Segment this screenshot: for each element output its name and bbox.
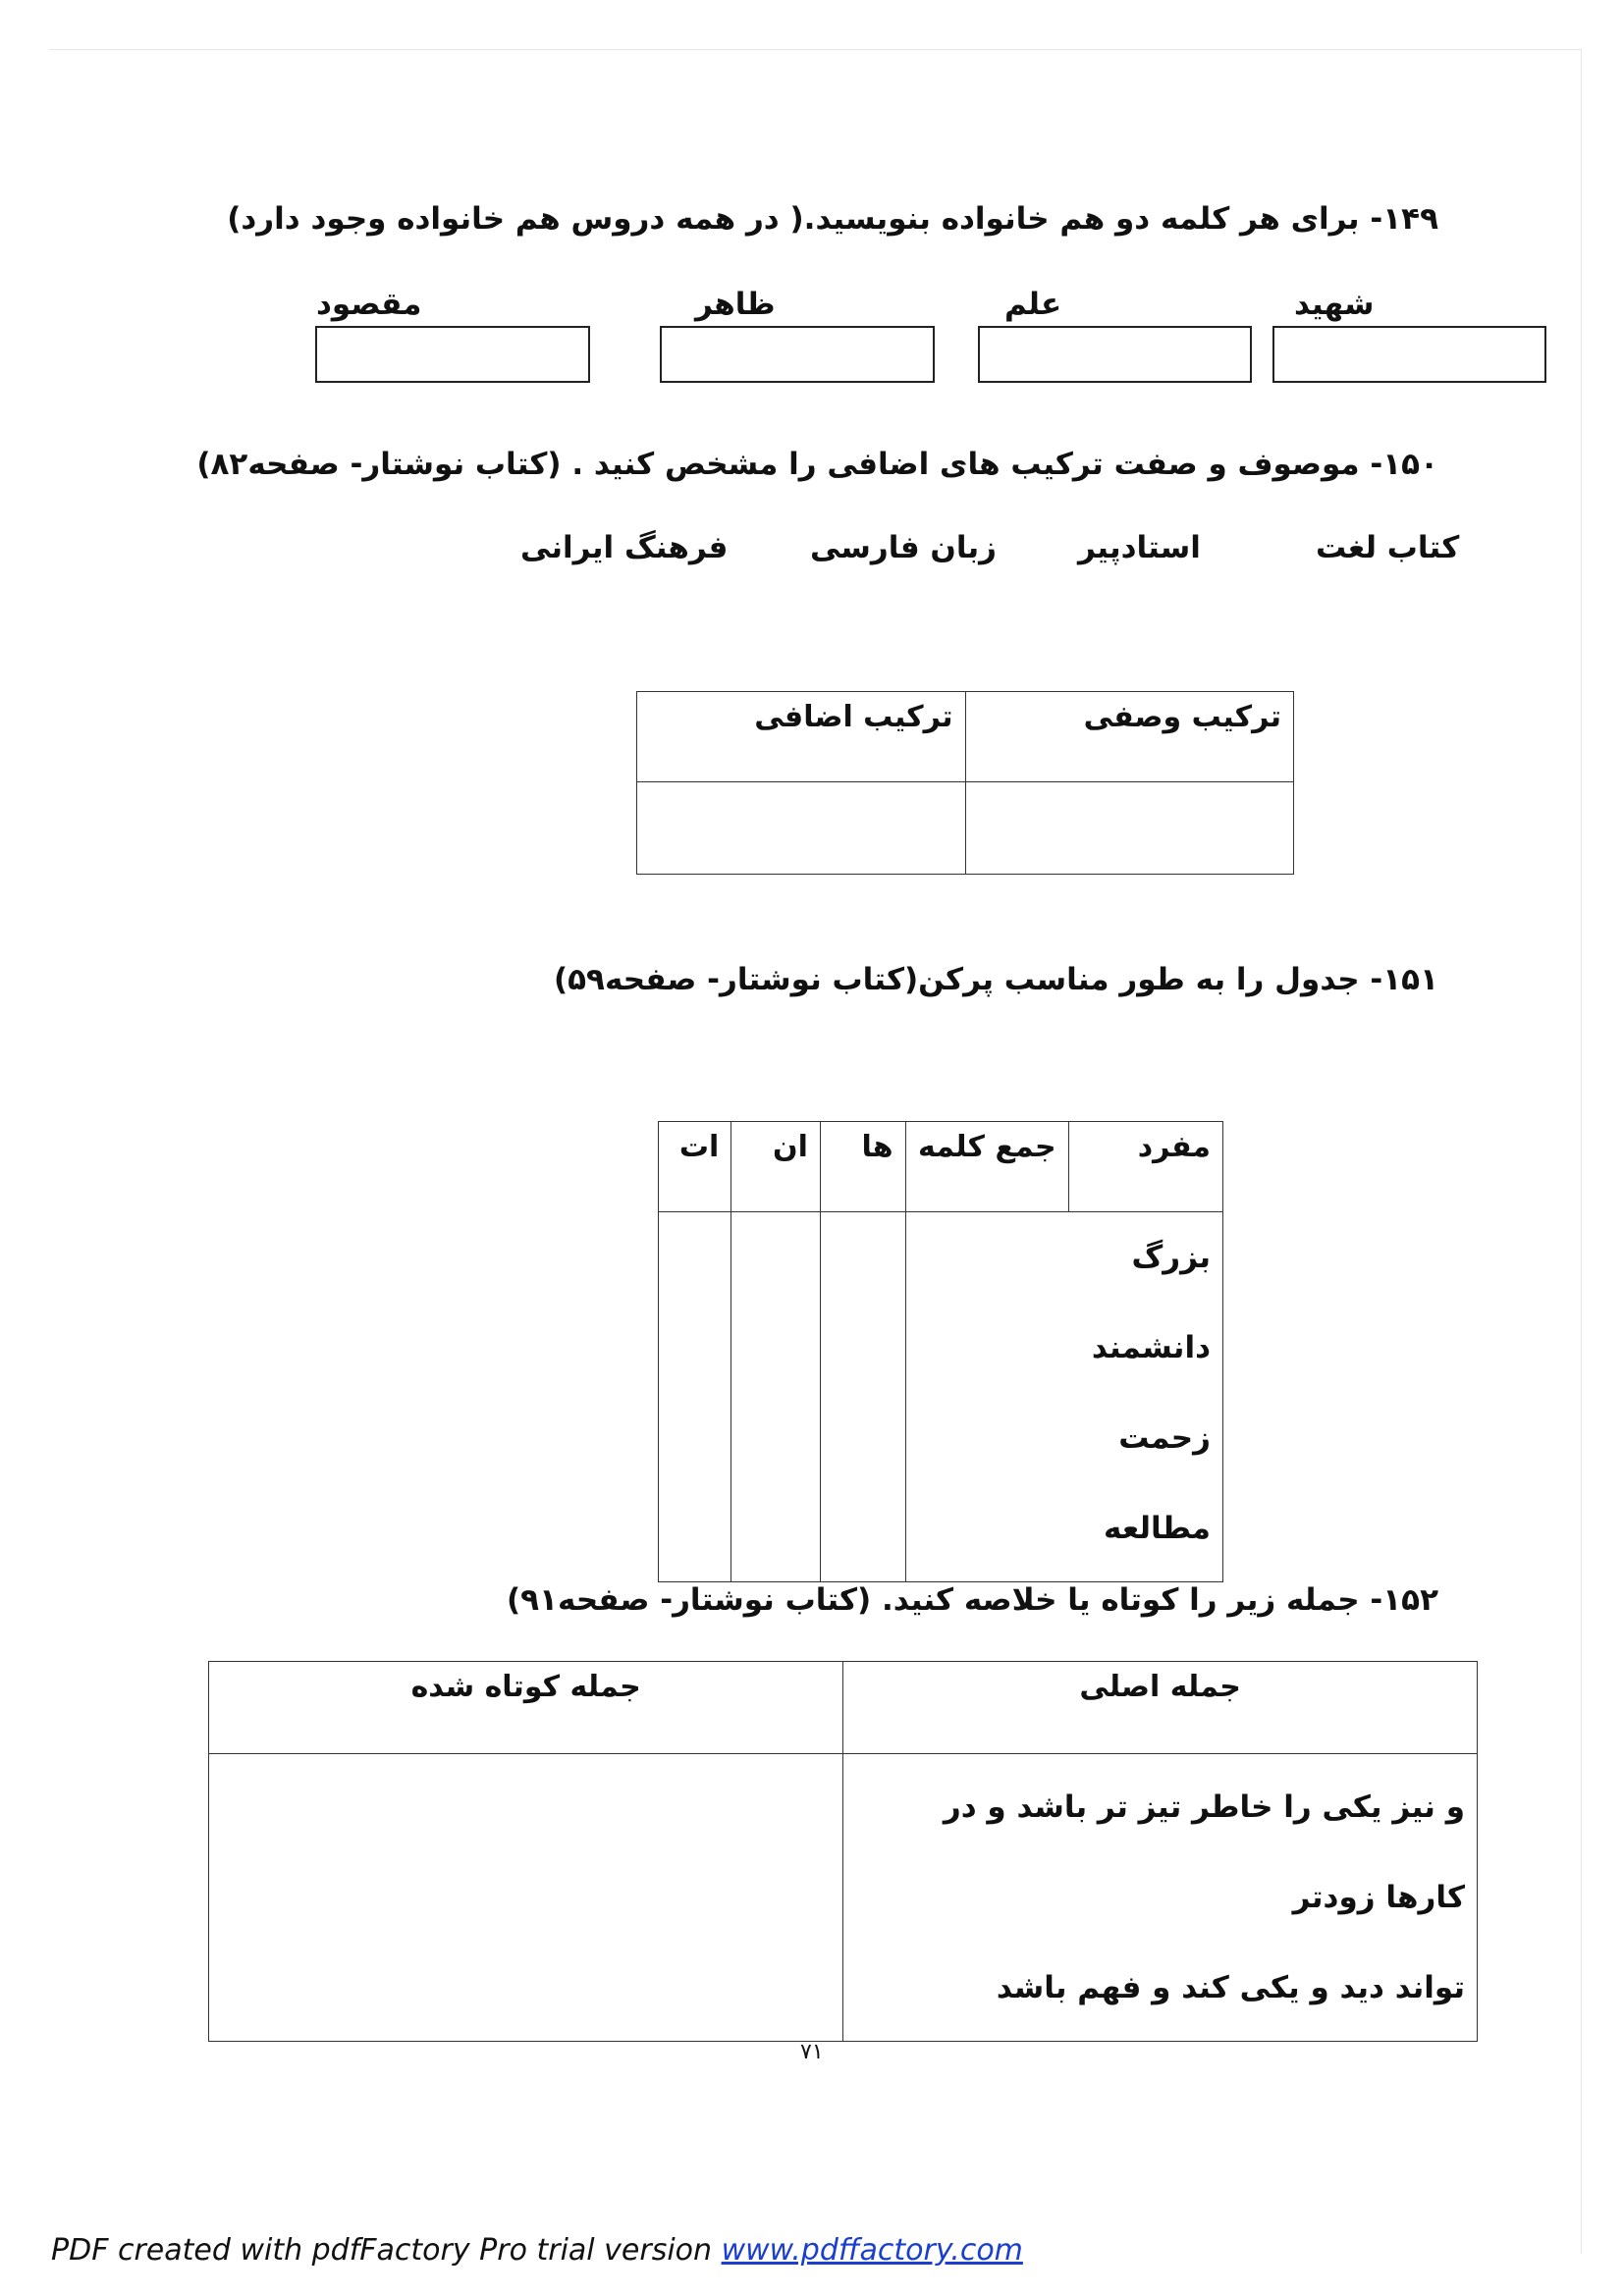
footer-text: PDF created with pdfFactory Pro trial version	[51, 2233, 722, 2268]
phrase: استادپیر	[1078, 530, 1201, 565]
list-item: بزرگ	[1131, 1240, 1211, 1275]
phrase: فرهنگ ایرانی	[520, 530, 729, 565]
list-item: زحمت	[1118, 1420, 1211, 1456]
q150-title: ۱۵۰- موصوف و صفت ترکیب های اضافی را مشخص کنید . (کتاب نوشتار- صفحه۸۲)	[196, 447, 1438, 482]
table-header: ان	[731, 1122, 821, 1212]
q152-table	[208, 1661, 1478, 2042]
q151-table	[658, 1121, 1223, 1582]
footer	[51, 2233, 1023, 2268]
footer-link[interactable]: www.pdffactory.com	[721, 2233, 1023, 2268]
phrase: زبان فارسی	[810, 530, 998, 565]
table-header: ترکیب وصفی	[965, 692, 1293, 782]
table-header: ها	[820, 1122, 905, 1212]
word-label: مقصود	[316, 287, 422, 322]
word-label: ظاهر	[695, 287, 776, 322]
answer-cell[interactable]	[209, 1754, 843, 2042]
q150-table	[636, 691, 1294, 875]
phrase: کتاب لغت	[1316, 530, 1460, 565]
answer-cell[interactable]	[965, 782, 1293, 875]
table-header: مفرد	[1068, 1122, 1222, 1212]
list-item: مطالعه	[1104, 1511, 1211, 1546]
table-header: جمع کلمه	[905, 1122, 1068, 1212]
word-list-cell	[905, 1212, 1222, 1582]
answer-box[interactable]	[978, 326, 1252, 383]
answer-cell[interactable]	[659, 1212, 731, 1582]
table-header: ات	[659, 1122, 731, 1212]
q151-title: ۱۵۱- جدول را به طور مناسب پرکن(کتاب نوشتار- صفحه۵۹)	[553, 962, 1438, 997]
answer-box[interactable]	[1272, 326, 1546, 383]
page-number: ۷۱	[800, 2040, 824, 2064]
sentence-line: و نیز یکی را خاطر تیز تر باشد و در کارها زودتر	[943, 1789, 1465, 1915]
q149-title: ۱۴۹- برای هر کلمه دو هم خانواده بنویسید.( در همه دروس هم خانواده وجود دارد)	[227, 201, 1438, 237]
table-header: جمله اصلی	[843, 1662, 1478, 1754]
q152-title: ۱۵۲- جمله زیر را کوتاه یا خلاصه کنید. (کتاب نوشتار- صفحه۹۱)	[507, 1582, 1438, 1618]
word-label: علم	[1004, 287, 1062, 322]
sentence-line: تواند دید و یکی کند و فهم باشد	[996, 1970, 1465, 2005]
table-header: جمله کوتاه شده	[209, 1662, 843, 1754]
answer-cell[interactable]	[731, 1212, 821, 1582]
table-header: ترکیب اضافی	[637, 692, 966, 782]
answer-box[interactable]	[315, 326, 590, 383]
list-item: دانشمند	[1091, 1330, 1211, 1365]
answer-cell[interactable]	[820, 1212, 905, 1582]
answer-cell[interactable]	[637, 782, 966, 875]
word-label: شهید	[1294, 287, 1375, 322]
original-sentence-cell	[843, 1754, 1478, 2042]
answer-box[interactable]	[660, 326, 935, 383]
